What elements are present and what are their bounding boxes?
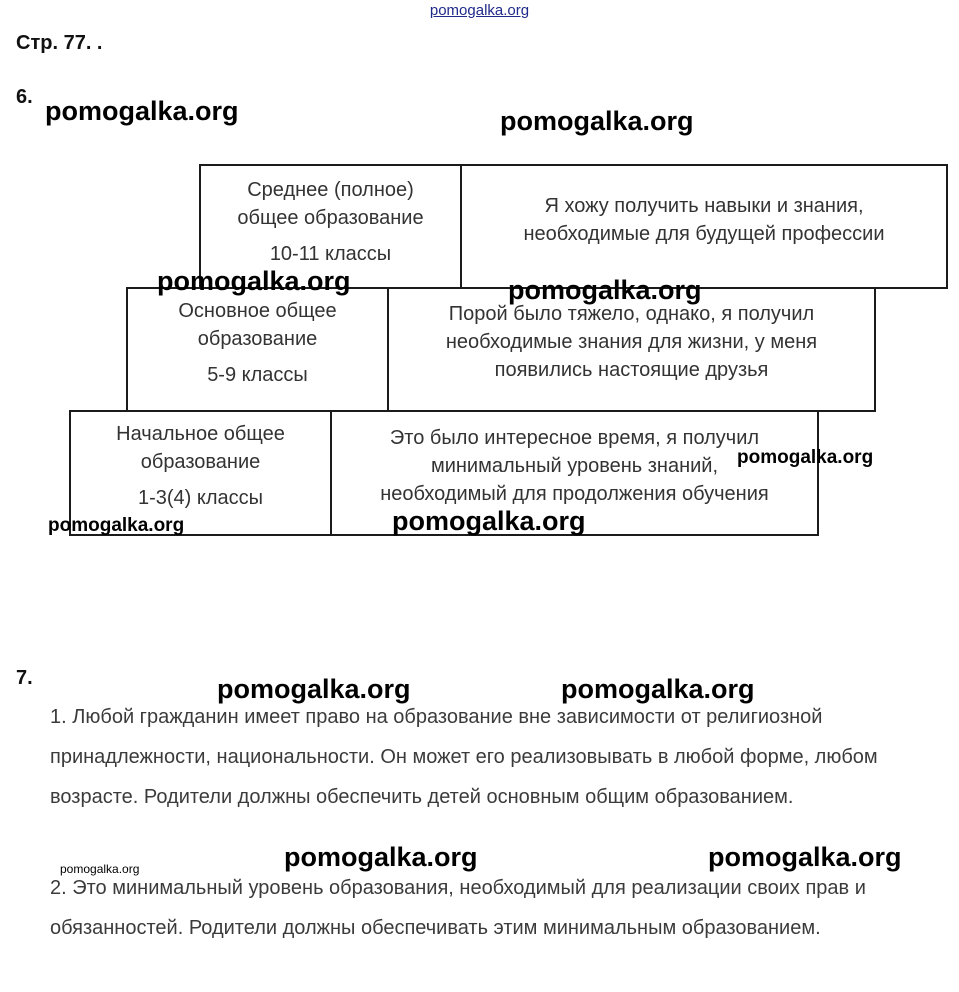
watermark: pomogalka.org bbox=[708, 842, 902, 872]
comment-line: Порой было тяжело, однако, я получил bbox=[448, 303, 815, 325]
comment-cell-secondary-complete bbox=[460, 164, 948, 289]
watermark: pomogalka.org bbox=[500, 106, 694, 136]
answer-text: 1. Любой гражданин имеет право на образование вне зависимости от религиозной принадлежности, национальности. Он может его реализовывать в любой форме, любом возрасте. Родители должны обеспечить детей основным общим образованием. bbox=[50, 706, 878, 808]
grades-label: 10-11 классы bbox=[269, 243, 392, 265]
comment-line: необходимые для будущей профессии bbox=[523, 223, 885, 245]
task-7-answer-2 bbox=[50, 868, 930, 948]
level-title-line: Начальное общее bbox=[116, 423, 285, 445]
level-title-line: образование bbox=[140, 451, 261, 473]
watermark: pomogalka.org bbox=[508, 275, 702, 305]
comment-line: необходимый для продолжения обучения bbox=[380, 483, 769, 505]
task-7-answer-1 bbox=[50, 697, 930, 817]
answer-text: 2. Это минимальный уровень образования, необходимый для реализации своих прав и обязанностей. Родители должны обеспечивать этим минимальным образованием. bbox=[50, 877, 866, 939]
comment-line: минимальный уровень знаний, bbox=[430, 455, 719, 477]
watermark: pomogalka.org bbox=[157, 266, 351, 296]
watermark: pomogalka.org bbox=[561, 674, 755, 704]
grades-label: 1-3(4) классы bbox=[137, 487, 264, 509]
comment-line: необходимые знания для жизни, у меня bbox=[445, 331, 818, 353]
watermark: pomogalka.org bbox=[217, 674, 411, 704]
level-title-line: Среднее (полное) bbox=[247, 179, 414, 201]
comment-line: появились настоящие друзья bbox=[494, 359, 769, 381]
watermark: pomogalka.org bbox=[48, 515, 185, 536]
task-6-number: 6. bbox=[16, 86, 33, 108]
watermark: pomogalka.org bbox=[45, 96, 239, 126]
watermark: pomogalka.org bbox=[60, 862, 140, 876]
comment-line: Я хожу получить навыки и знания, bbox=[544, 195, 864, 217]
comment-line: Это было интересное время, я получил bbox=[389, 427, 760, 449]
watermark: pomogalka.org bbox=[737, 447, 874, 468]
page-reference: Стр. 77. . bbox=[16, 32, 103, 54]
level-title-line: Основное общее bbox=[178, 300, 337, 322]
task-7-number: 7. bbox=[16, 667, 33, 689]
level-cell-basic-general bbox=[126, 287, 389, 412]
level-title-line: образование bbox=[197, 328, 318, 350]
top-watermark-link[interactable]: pomogalka.org bbox=[429, 2, 530, 19]
level-title-line: общее образование bbox=[237, 207, 424, 229]
watermark: pomogalka.org bbox=[284, 842, 478, 872]
grades-label: 5-9 классы bbox=[207, 364, 308, 386]
watermark: pomogalka.org bbox=[392, 506, 586, 536]
